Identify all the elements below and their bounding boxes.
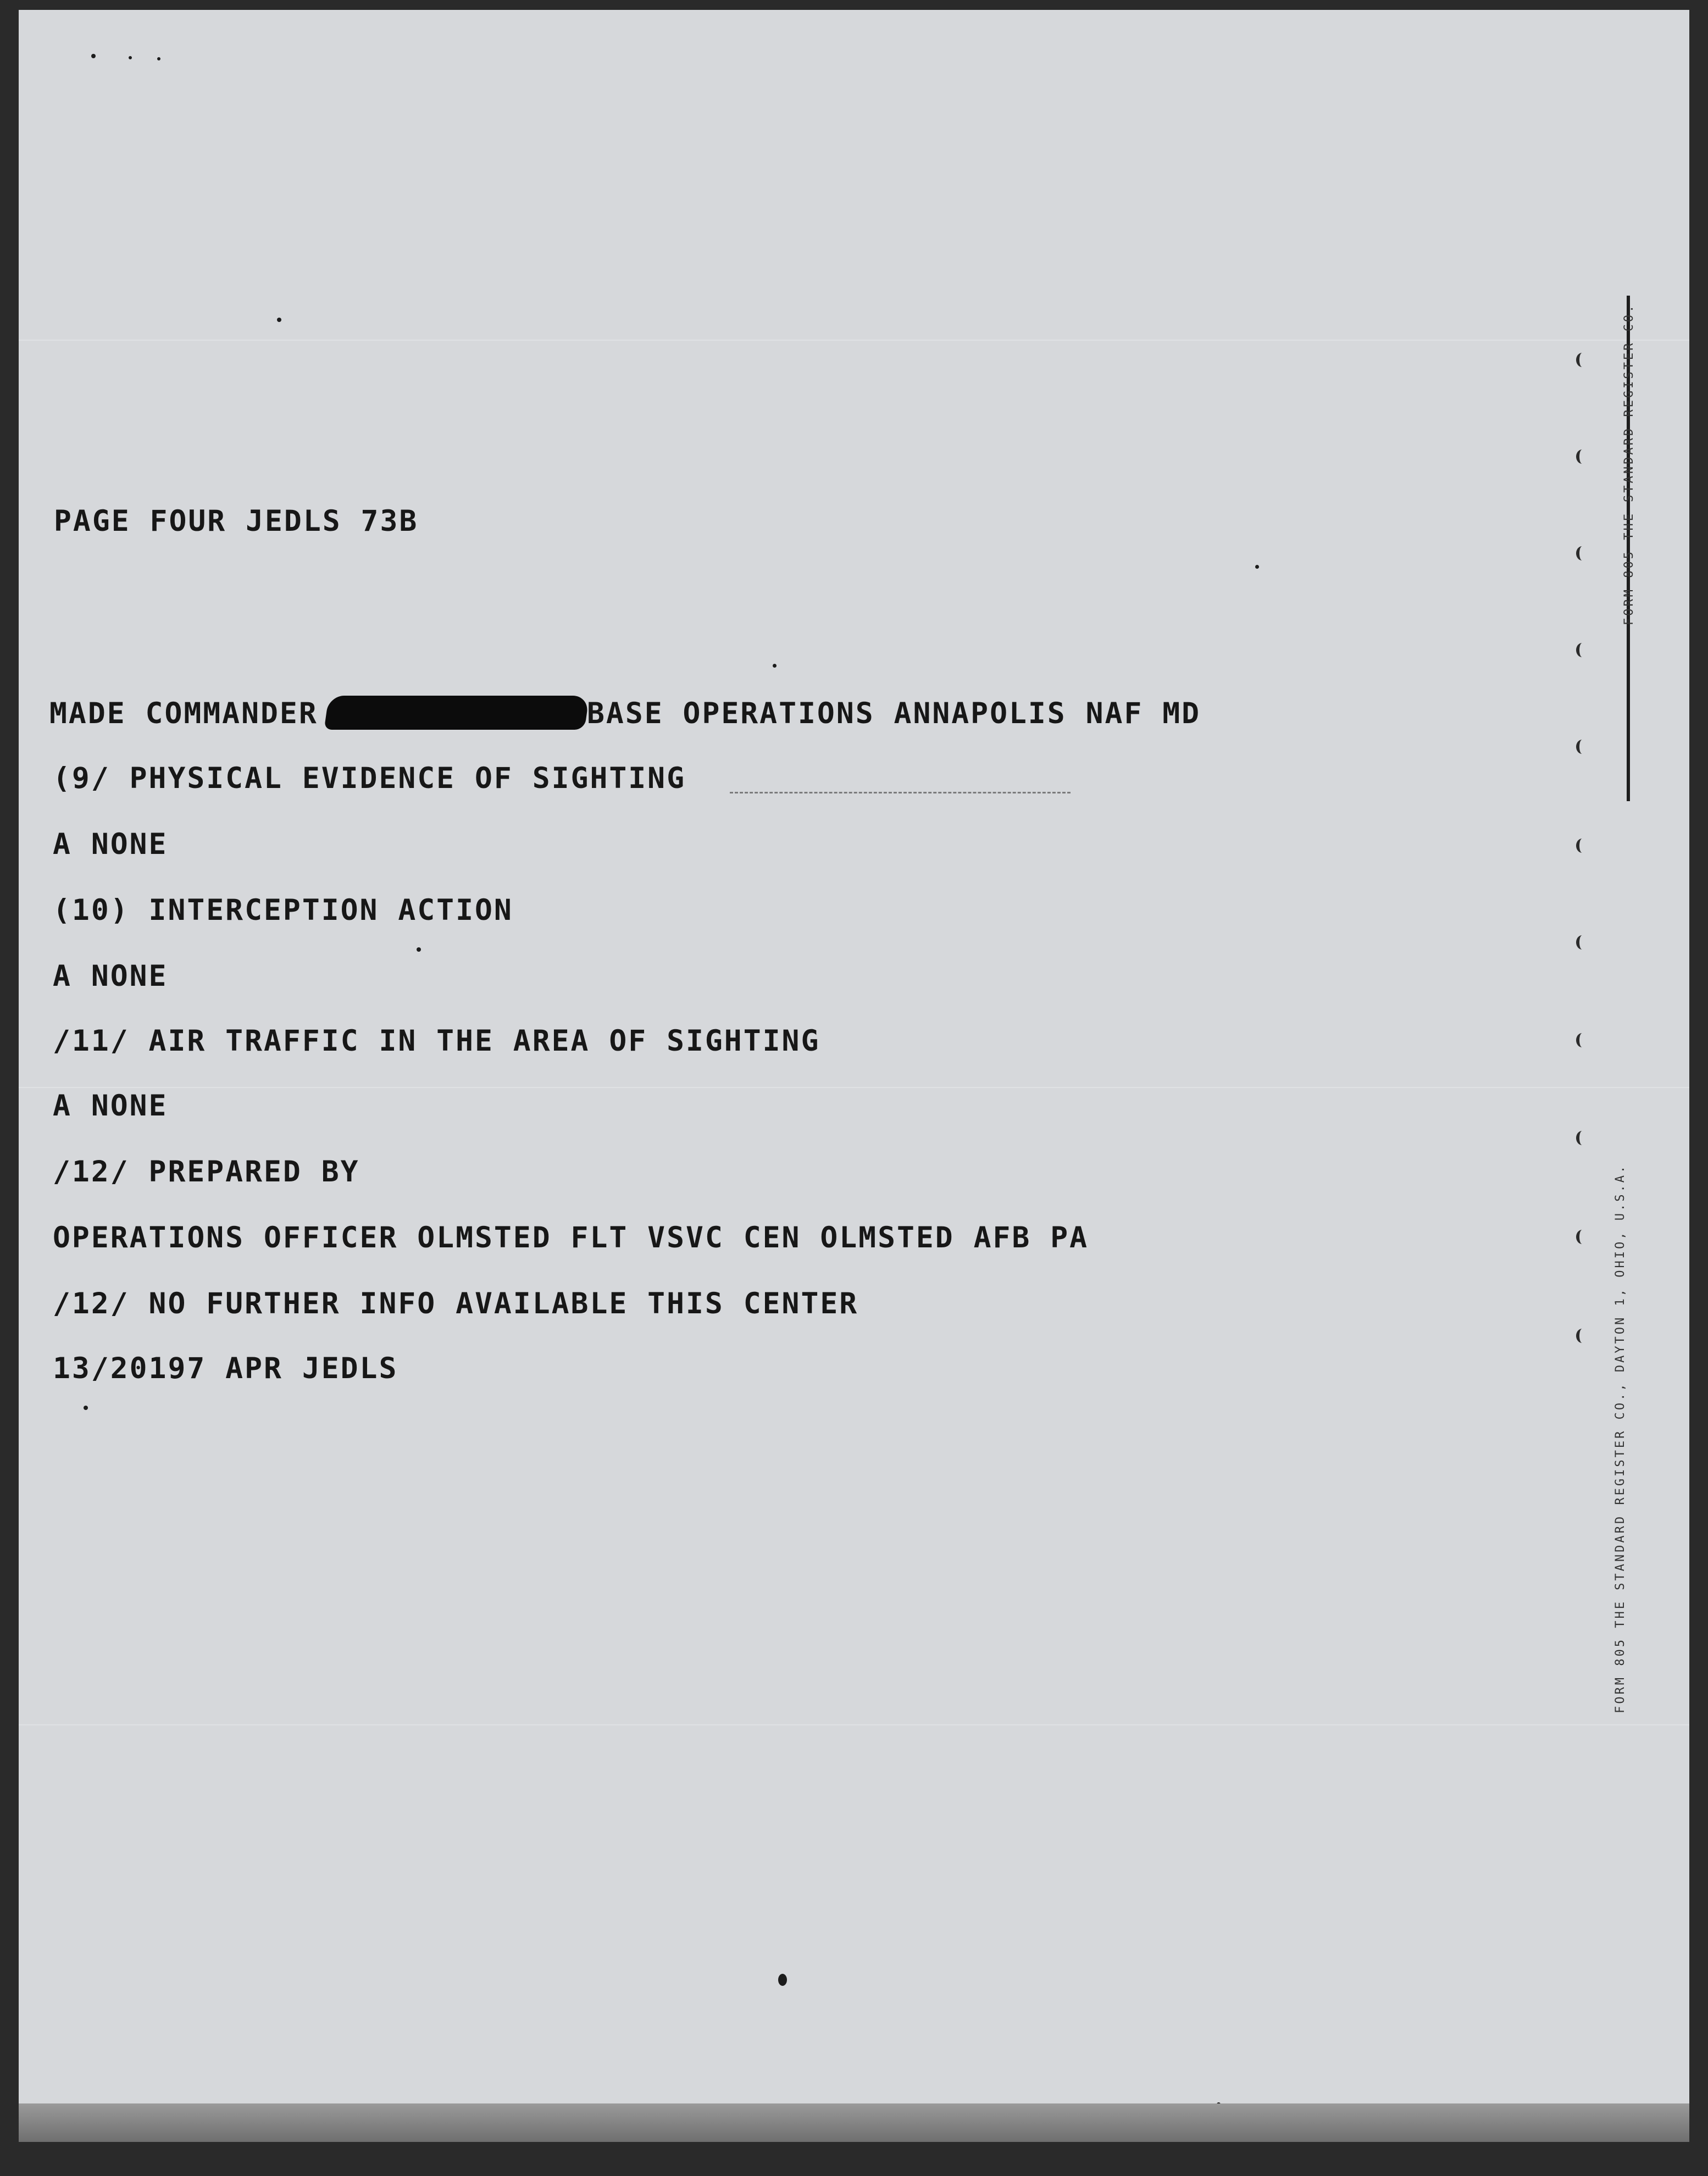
margin-form-text-top: FORM 805 THE STANDARD REGISTER CO. [1622,303,1636,625]
scan-artifact [19,1724,1689,1725]
punch-hole [1576,740,1588,754]
speck [417,947,421,952]
punch-hole [1576,449,1588,464]
speck [277,318,281,322]
text-line-5: A NONE [53,959,168,993]
speck [91,54,96,58]
text-line-3: A NONE [53,828,168,861]
speck [129,56,132,59]
punch-hole [1576,1329,1588,1343]
text-line-11: 13/20197 APR JEDLS [53,1352,398,1385]
speck [778,1974,787,1986]
margin-form-text-bottom: FORM 805 THE STANDARD REGISTER CO., DAYTON 1, OHIO, U.S.A. [1613,1163,1627,1713]
speck [157,57,160,60]
speck [84,1406,88,1410]
punch-hole [1576,643,1588,657]
speck [1255,565,1259,569]
punch-hole [1576,1230,1588,1244]
scan-artifact [19,1087,1689,1088]
text-line-7: A NONE [53,1089,168,1123]
speck [773,664,777,668]
punch-hole [1576,1131,1588,1145]
text-line-8: /12/ PREPARED BY [53,1155,360,1189]
punch-hole [1576,546,1588,560]
text-line-10: /12/ NO FURTHER INFO AVAILABLE THIS CENTER [53,1287,859,1320]
text-line-1: MADE COMMANDER [49,697,318,730]
text-line-2: (9/ PHYSICAL EVIDENCE OF SIGHTING [53,762,686,795]
document-page [19,10,1689,2142]
text-line-6: /11/ AIR TRAFFIC IN THE AREA OF SIGHTING [53,1024,820,1058]
page-header: PAGE FOUR JEDLS 73B [54,504,419,538]
punch-hole [1576,1033,1588,1047]
text-line-1b: BASE OPERATIONS ANNAPOLIS NAF MD [587,697,1201,730]
punch-hole [1576,353,1588,367]
scan-artifact [19,340,1689,341]
redaction-bar [324,696,590,730]
text-line-9: OPERATIONS OFFICER OLMSTED FLT VSVC CEN OLMSTED AFB PA [53,1221,1089,1254]
punch-hole [1576,839,1588,853]
scan-bottom-band [19,2103,1689,2142]
text-line-4: (10) INTERCEPTION ACTION [53,893,513,927]
punch-hole [1576,935,1588,950]
dashed-mark [730,792,1071,793]
